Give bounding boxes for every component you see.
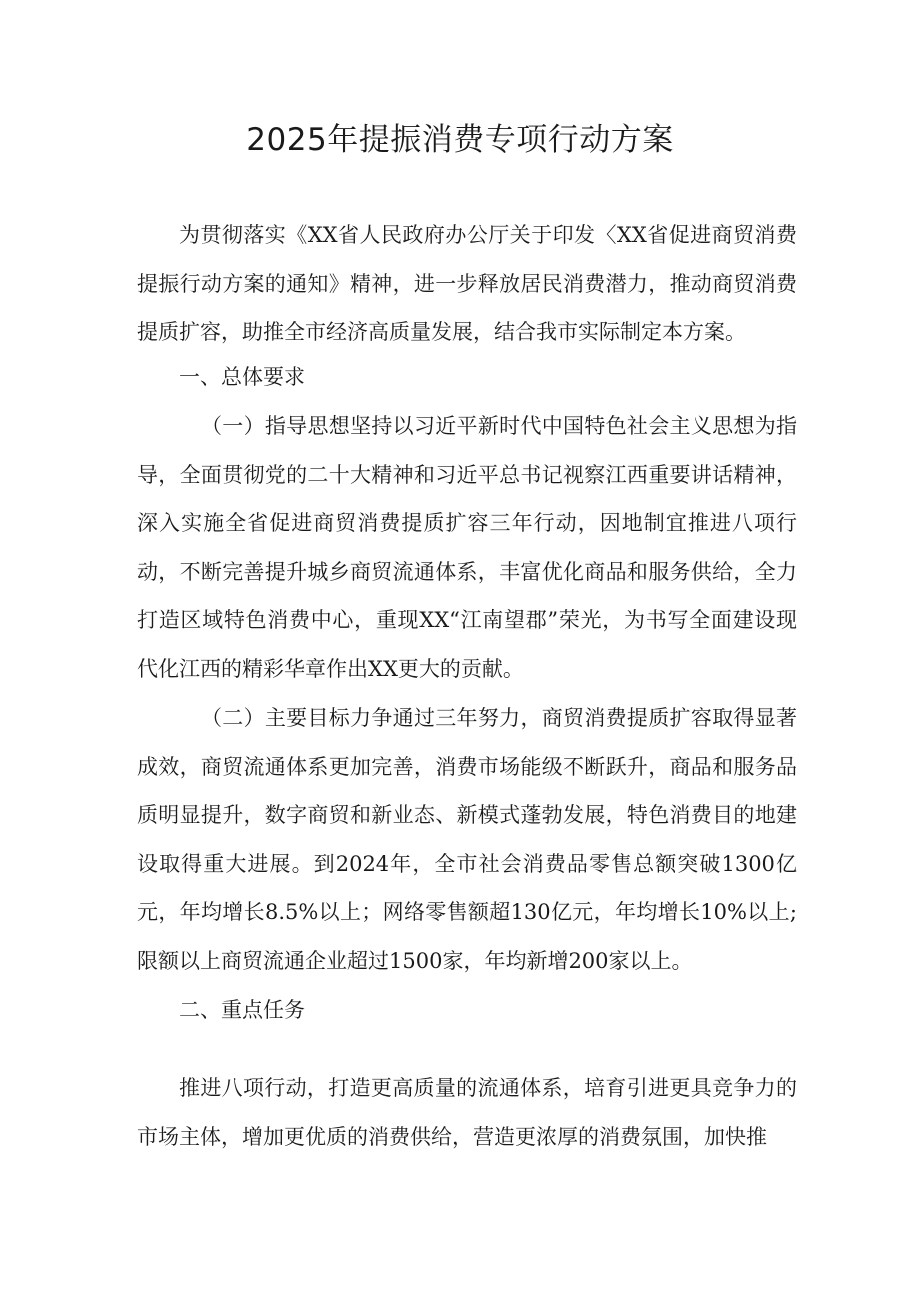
document-title: 2025年提振消费专项行动方案 [246,122,674,158]
section-heading-key-tasks: 二、重点任务 [179,998,305,1022]
main-goals-paragraph: （二）主要目标力争通过三年努力，商贸消费提质扩容取得显著成效，商贸流通体系更加完善，消费市场能级不断跃升，商品和服务品质明显提升，数字商贸和新业态、新模式蓬勃发展，特色消费目的地建设取得重大进展。到2024年，全市社会消费品零售总额突破1300亿元，年均增长8.5%以上；网络零售额超130亿元，年均增长10%以上;限额以上商贸流通企业超过1500家，年均新增200家以上。 [137,706,797,973]
intro-paragraph: 为贯彻落实《XX省人民政府办公厅关于印发〈XX省促进商贸消费提振行动方案的通知》精神，进一步释放居民消费潜力，推动商贸消费提质扩容，助推全市经济高质量发展，结合我市实际制定本方案。 [137,223,797,344]
guiding-ideology-paragraph: （一）指导思想坚持以习近平新时代中国特色社会主义思想为指导，全面贯彻党的二十大精神和习近平总书记视察江西重要讲话精神，深入实施全省促进商贸消费提质扩容三年行动，因地制宜推进八项行动，不断完善提升城乡商贸流通体系，丰富优化商品和服务供给，全力打造区域特色消费中心，重现XX“江南望郡”荣光，为书写全面建设现代化江西的精彩华章作出XX更大的贡献。 [137,414,797,681]
key-tasks-paragraph: 推进八项行动，打造更高质量的流通体系，培育引进更具竞争力的市场主体，增加更优质的消费供给，营造更浓厚的消费氛围，加快推 [137,1076,797,1149]
section-heading-general-requirements: 一、总体要求 [179,365,305,389]
